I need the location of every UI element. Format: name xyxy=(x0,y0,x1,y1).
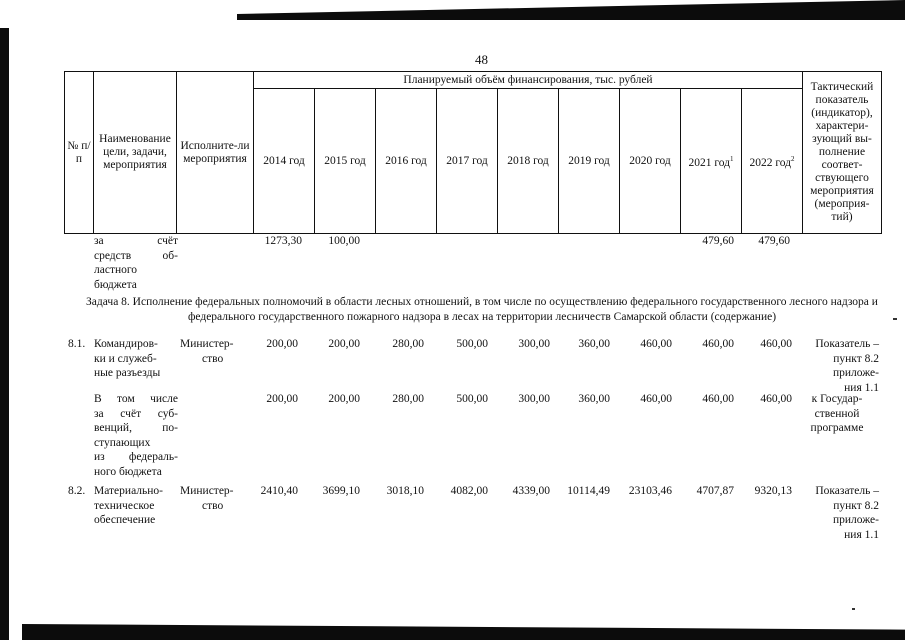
value-2019: 360,00 xyxy=(578,393,610,405)
header-year: 2019 год xyxy=(559,89,620,234)
scan-edge-left xyxy=(0,28,9,640)
scan-edge-top xyxy=(237,0,905,20)
row-indicator: Показатель – пункт 8.2 приложе- ния 1.1 xyxy=(815,338,879,394)
header-num: № п/п xyxy=(65,72,94,234)
value-2021: 460,00 xyxy=(702,393,734,405)
header-year: 2020 год xyxy=(620,89,681,234)
value-2016: 280,00 xyxy=(392,393,424,405)
task-8-heading: Задача 8. Исполнение федеральных полномочий в области лесных отношений, в том числе по осуществлению федерального государственного лесного надзора и федерального государственного пожарного надзора в лесах на территории лесничеств Самарской области (содержание) xyxy=(86,296,878,323)
header-year: 2022 год$^2$ xyxy=(742,89,803,234)
value-2016: 280,00 xyxy=(392,338,424,350)
value-2021: 460,00 xyxy=(702,338,734,350)
value-2022: 9320,13 xyxy=(754,485,792,497)
value-2018: 4339,00 xyxy=(512,485,550,497)
header-funding: Планируемый объём финансирования, тыс. рублей xyxy=(254,72,803,89)
value-2020: 23103,46 xyxy=(628,485,672,497)
value-2015: 100,00 xyxy=(328,235,360,247)
value-2022: 460,00 xyxy=(760,338,792,350)
value-2014: 200,00 xyxy=(266,338,298,350)
value-2017: 4082,00 xyxy=(450,485,488,497)
row-name: В том числе за счёт суб- венций, по- ступающих из федераль- ного бюджета xyxy=(94,393,178,478)
table-header xyxy=(64,71,882,234)
header-year: 2021 год$^1$ xyxy=(681,89,742,234)
value-2017: 500,00 xyxy=(456,338,488,350)
row-number: 8.1. xyxy=(68,338,86,350)
header-indicator: Тактический показатель (индикатор), характери-зующий вы-полнение соответ-ствующего мероприятия (мероприя-тий) xyxy=(803,72,882,234)
value-2018: 300,00 xyxy=(518,338,550,350)
value-2020: 460,00 xyxy=(640,393,672,405)
row-name: за счёт средств об- ластного бюджета xyxy=(94,235,178,291)
value-2015: 200,00 xyxy=(328,393,360,405)
header-year: 2017 год xyxy=(437,89,498,234)
value-2020: 460,00 xyxy=(640,338,672,350)
header-name: Наименование цели, задачи, мероприятия xyxy=(94,72,177,234)
row-name: Командиров- ки и служеб- ные разъезды xyxy=(94,338,161,379)
row-name: Материально- техническое обеспечение xyxy=(94,485,163,526)
row-executor: Министер- ство xyxy=(180,338,234,365)
value-2017: 500,00 xyxy=(456,393,488,405)
value-2022: 479,60 xyxy=(758,235,790,247)
value-2021: 4707,87 xyxy=(696,485,734,497)
value-2019: 10114,49 xyxy=(567,485,610,497)
row-number: 8.2. xyxy=(68,485,86,497)
value-2014: 2410,40 xyxy=(260,485,298,497)
value-2021: 479,60 xyxy=(702,235,734,247)
value-2014: 1273,30 xyxy=(264,235,302,247)
scan-speck xyxy=(852,608,855,610)
value-2015: 200,00 xyxy=(328,338,360,350)
value-2019: 360,00 xyxy=(578,338,610,350)
value-2015: 3699,10 xyxy=(322,485,360,497)
value-2014: 200,00 xyxy=(266,393,298,405)
value-2022: 460,00 xyxy=(760,393,792,405)
header-year: 2014 год xyxy=(254,89,315,234)
page-number: 48 xyxy=(475,52,488,67)
row-indicator: Показатель – пункт 8.2 приложе- ния 1.1 xyxy=(815,485,879,541)
header-year: 2015 год xyxy=(315,89,376,234)
value-2016: 3018,10 xyxy=(386,485,424,497)
header-year: 2016 год xyxy=(376,89,437,234)
header-executor: Исполните-ли мероприятия xyxy=(177,72,254,234)
row-executor: Министер- ство xyxy=(180,485,234,512)
row-indicator: к Государ- ственной программе xyxy=(810,393,864,434)
value-2018: 300,00 xyxy=(518,393,550,405)
scan-edge-bottom xyxy=(22,624,905,640)
header-year: 2018 год xyxy=(498,89,559,234)
scan-speck xyxy=(893,318,897,320)
